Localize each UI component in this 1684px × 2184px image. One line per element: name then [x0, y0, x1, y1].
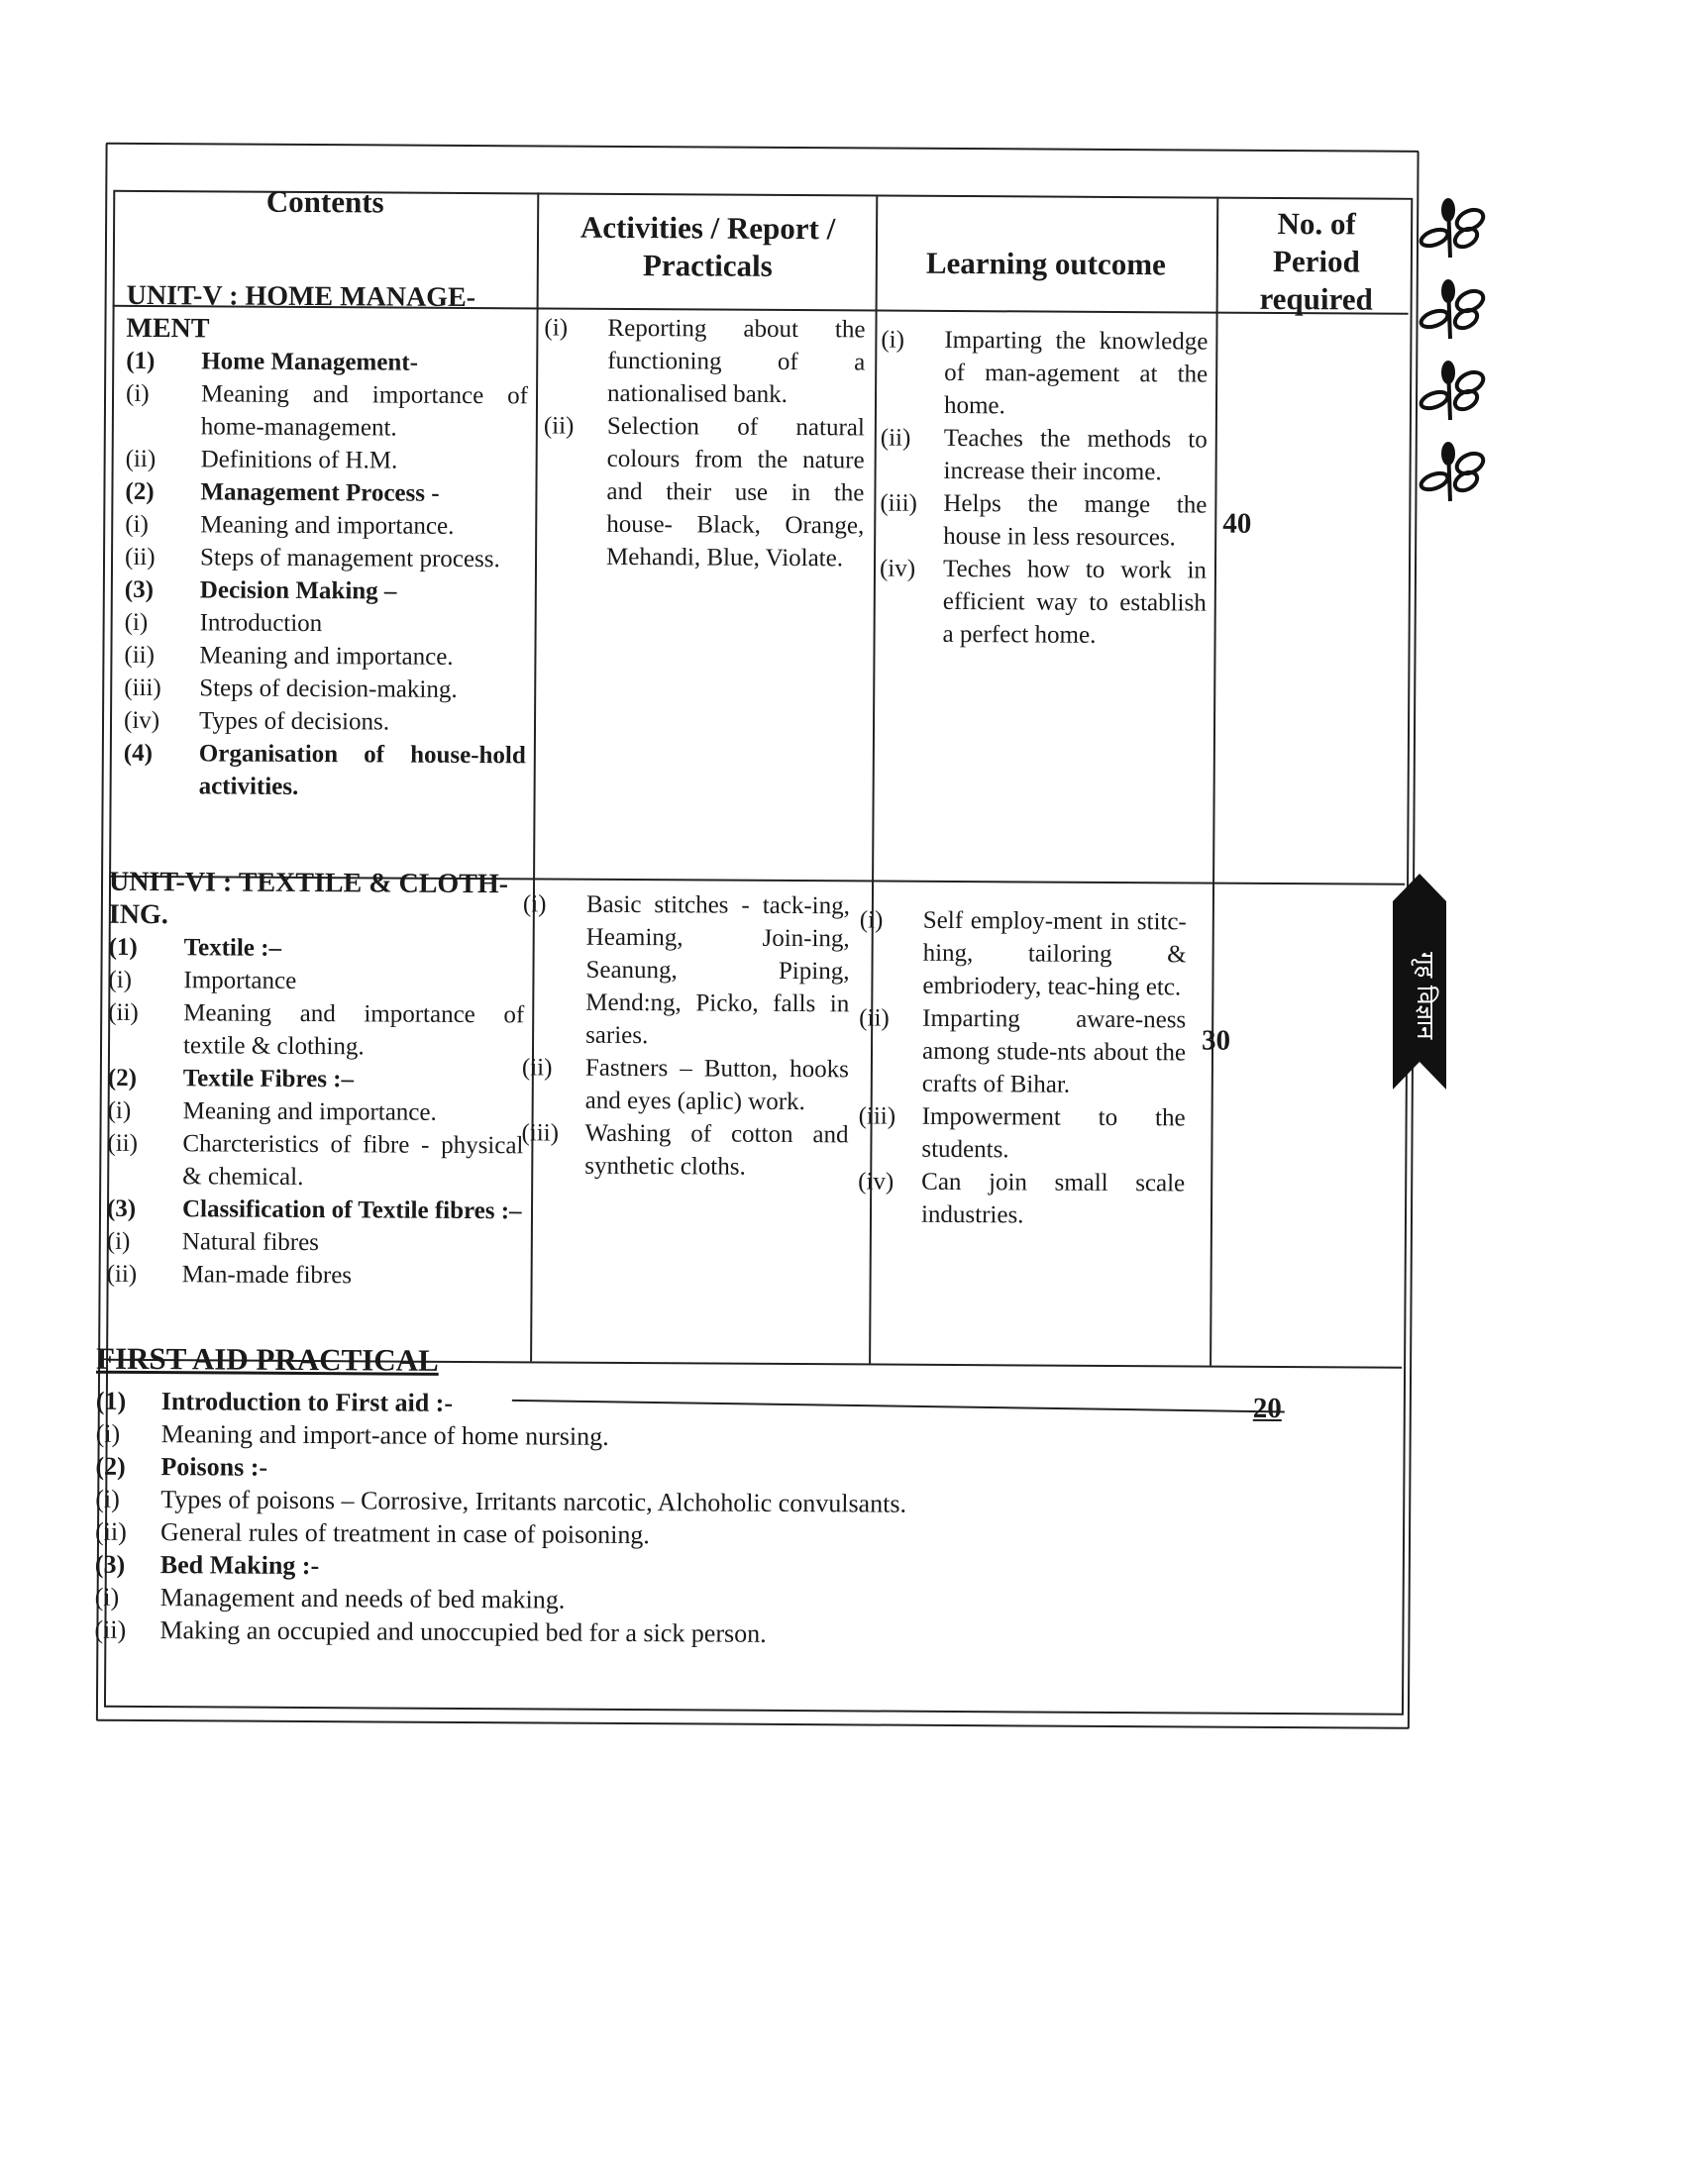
list-item: [124, 737, 526, 804]
item-number: (4): [123, 739, 154, 768]
item-number: (i): [95, 1418, 121, 1448]
item-text: Importance: [183, 967, 297, 994]
item-number: (ii): [107, 1129, 139, 1157]
item-number: (ii): [94, 1614, 127, 1644]
item-number: (i): [522, 890, 547, 918]
list-item: [880, 487, 1207, 555]
list-item: [126, 377, 528, 445]
item-text: Introduction: [199, 609, 323, 638]
list-item: [859, 903, 1187, 1003]
item-text: Self employ-ment in stitc-hing, tailoring & embriodery, teac-hing etc.: [922, 906, 1187, 1001]
item-text: Making an occupied and unoccupied bed for a sick person.: [159, 1615, 767, 1648]
unit-5-period: 40: [1222, 507, 1252, 540]
item-text: Teaches the methods to increase their income.: [943, 424, 1208, 486]
list-item: [880, 422, 1207, 489]
item-number: (ii): [859, 1004, 890, 1032]
first-aid-title: FIRST AID PRACTICAL: [96, 1340, 439, 1378]
item-number: (i): [95, 1484, 120, 1513]
list-item: [125, 541, 527, 575]
item-text: Fastners – Button, hooks and eyes (aplic) work.: [584, 1054, 849, 1116]
item-text: Management Process -: [200, 478, 440, 507]
item-number: (iii): [521, 1119, 560, 1147]
item-number: (i): [94, 1582, 120, 1612]
list-item: [125, 475, 527, 510]
list-item: [522, 1051, 849, 1118]
item-number: (iv): [123, 706, 160, 735]
list-item: [108, 964, 524, 999]
item-number: (iii): [880, 489, 917, 517]
unit-title: UNIT-V : HOME MANAGE-MENT: [126, 279, 476, 345]
list-item: [521, 1116, 848, 1184]
item-number: (ii): [880, 424, 911, 452]
item-number: (i): [859, 906, 884, 934]
item-text: Classification of Textile fibres :–: [181, 1196, 522, 1225]
list-item: [125, 606, 527, 641]
item-text: Home Management-: [201, 348, 419, 376]
item-number: (2): [107, 1064, 138, 1092]
item-number: (2): [125, 477, 155, 506]
item-text: General rules of treatment in case of poisoning.: [159, 1517, 650, 1550]
list-item: [858, 1099, 1185, 1167]
item-text: Reporting about the functioning of a nationalised bank.: [606, 314, 866, 408]
item-number: (3): [106, 1195, 137, 1222]
unit-6-activities: [521, 887, 850, 1184]
item-text: Washing of cotton and synthetic cloths.: [584, 1119, 849, 1181]
list-item: [124, 704, 526, 739]
list-item: [124, 639, 526, 674]
list-item: [126, 345, 528, 379]
item-text: Meaning and importance.: [199, 642, 454, 671]
item-text: Teches how to work in efficient way to establish a perfect home.: [942, 555, 1208, 649]
item-number: (i): [107, 1096, 132, 1124]
list-item: [544, 311, 866, 411]
item-text: Types of decisions.: [198, 707, 390, 736]
item-number: (ii): [124, 641, 156, 670]
item-text: Textile :–: [183, 934, 282, 962]
list-item: [879, 553, 1207, 653]
list-item: [108, 1094, 524, 1130]
item-text: Man-made fibres: [181, 1261, 353, 1290]
unit-6-outcomes: [858, 903, 1187, 1232]
flower-ornament-icon: [1419, 194, 1492, 260]
flower-ornament-icon: [1419, 438, 1492, 503]
list-item: [107, 1193, 523, 1228]
unit-6-period: 30: [1201, 1024, 1231, 1057]
item-text: Imparting the knowledge of man-agement at the home.: [943, 326, 1209, 420]
header-activities: Activities / Report / Practicals: [579, 209, 836, 283]
item-text: Meaning and importance.: [200, 511, 455, 540]
flower-ornament-icon: [1419, 357, 1492, 422]
list-item: [94, 1613, 1233, 1653]
item-number: (ii): [106, 1260, 138, 1288]
item-text: Helps the mange the house in less resources.: [943, 489, 1208, 552]
list-item: [858, 1165, 1185, 1232]
item-number: (3): [94, 1549, 126, 1579]
item-number: (i): [881, 326, 905, 354]
item-text: Can join small scale industries.: [920, 1168, 1186, 1229]
item-number: (i): [125, 379, 150, 408]
item-number: (ii): [543, 412, 575, 440]
item-number: (i): [544, 314, 569, 342]
item-text: Selection of natural colours from the nature and their use in the house- Black, Orange, Mehandi, Blue, Violate.: [605, 412, 865, 572]
item-text: Definitions of H.M.: [200, 446, 398, 474]
item-number: (ii): [124, 543, 156, 572]
item-number: (i): [106, 1227, 131, 1255]
item-text: Meaning and importance.: [182, 1097, 437, 1126]
item-text: Poisons :-: [160, 1452, 268, 1482]
item-number: (i): [108, 966, 133, 993]
list-item: [859, 1001, 1187, 1101]
header-period: No. of Period required: [1259, 205, 1373, 317]
item-number: (1): [95, 1386, 127, 1415]
list-item: [125, 508, 527, 543]
item-number: (3): [124, 575, 155, 604]
item-number: (ii): [521, 1054, 553, 1082]
list-item: [543, 409, 865, 574]
header-learning-outcome: Learning outcome: [925, 245, 1166, 282]
item-text: Basic stitches - tack-ing, Heaming, Join-ing, Seanung, Piping, Mend:ng, Picko, falls in saries.: [585, 890, 850, 1050]
item-text: Steps of decision-making.: [199, 675, 458, 703]
item-number: (iv): [858, 1168, 895, 1196]
first-aid-period: 20: [1252, 1392, 1282, 1425]
item-text: Meaning and import-ance of home nursing.: [160, 1419, 609, 1451]
unit-5-activities: [543, 311, 866, 574]
item-text: Management and needs of bed making.: [159, 1583, 566, 1614]
item-number: (i): [125, 510, 149, 539]
list-item: [881, 324, 1209, 424]
unit-5-outcomes: [879, 324, 1208, 653]
list-item: [126, 443, 528, 477]
list-item: [125, 573, 527, 608]
item-text: Textile Fibres :–: [182, 1065, 355, 1093]
item-number: (ii): [94, 1516, 127, 1546]
item-text: Meaning and importance of textile & clothing.: [182, 999, 525, 1061]
list-item: [108, 1062, 524, 1097]
item-text: Types of poisons – Corrosive, Irritants narcotic, Alchoholic convulsants.: [160, 1485, 907, 1518]
list-item: [109, 931, 525, 967]
list-item: [107, 1127, 523, 1196]
list-item: [107, 1225, 523, 1261]
item-text: Steps of management process.: [199, 544, 500, 573]
item-text: Meaning and importance of home-management.: [200, 380, 529, 442]
list-item: [124, 672, 526, 706]
unit-title: UNIT-VI : TEXTILE & CLOTH-ING.: [108, 866, 509, 931]
unit-6-contents: [107, 866, 526, 1294]
side-tab-label: गृह विज्ञान: [1412, 951, 1439, 1040]
item-number: (2): [95, 1451, 126, 1481]
item-number: (iii): [858, 1102, 896, 1130]
item-text: Natural fibres: [181, 1228, 320, 1257]
first-aid-list: [94, 1385, 1235, 1653]
item-number: (1): [126, 347, 156, 375]
item-text: Decision Making –: [199, 576, 397, 605]
item-number: (ii): [108, 998, 139, 1026]
item-text: Introduction to First aid :-: [160, 1387, 454, 1417]
header-contents: Contents: [265, 183, 384, 220]
list-item: [107, 1258, 523, 1294]
list-item: [522, 887, 850, 1053]
item-text: Imparting aware-ness among stude-nts about the crafts of Bihar.: [921, 1004, 1187, 1098]
unit-5-contents: [124, 279, 529, 804]
item-number: (1): [108, 933, 138, 961]
item-number: (ii): [125, 445, 157, 473]
item-text: Charcteristics of fibre - physical & chemical.: [182, 1130, 524, 1191]
item-text: Impowerment to the students.: [921, 1102, 1186, 1164]
item-text: Bed Making :-: [159, 1550, 320, 1581]
item-number: (iii): [124, 674, 161, 702]
item-number: (iv): [879, 555, 916, 582]
item-number: (i): [124, 608, 149, 637]
item-text: Organisation of house-hold activities.: [198, 740, 526, 800]
flower-ornament-icon: [1419, 275, 1492, 341]
list-item: [108, 996, 524, 1065]
